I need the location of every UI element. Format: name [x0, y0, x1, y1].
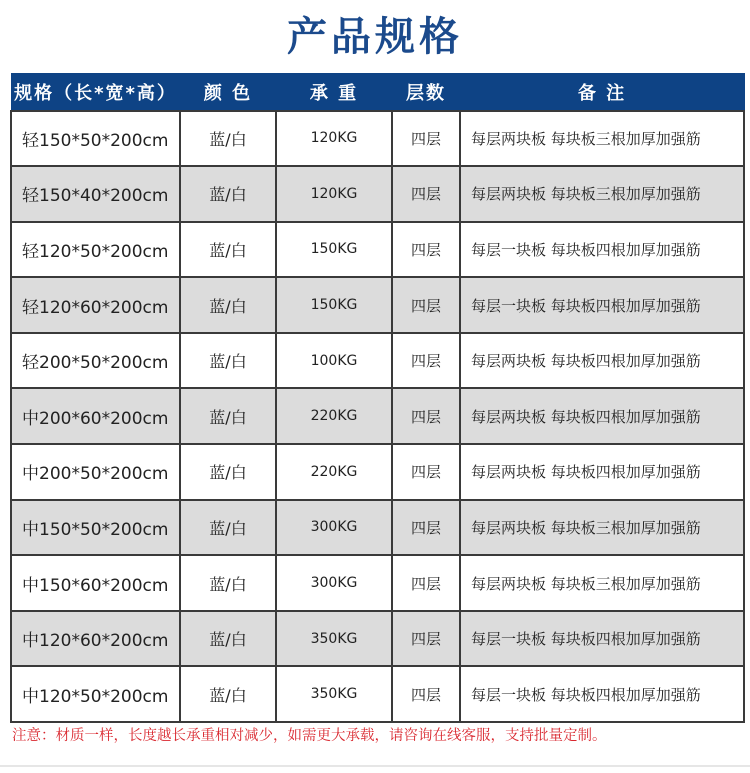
cell-layers: 四层	[392, 166, 460, 222]
cell-load: 150KG	[276, 222, 392, 278]
cell-spec: 轻120*60*200cm	[11, 277, 180, 333]
cell-color: 蓝/白	[180, 444, 276, 500]
table-row	[11, 500, 744, 556]
cell-load: 300KG	[276, 500, 392, 556]
cell-color: 蓝/白	[180, 555, 276, 611]
cell-load: 300KG	[276, 555, 392, 611]
cell-layers: 四层	[392, 444, 460, 500]
cell-color: 蓝/白	[180, 388, 276, 444]
table-body	[11, 111, 744, 723]
cell-color: 蓝/白	[180, 277, 276, 333]
cell-note: 每层两块板 每块板三根加厚加强筋	[460, 166, 744, 222]
cell-note: 每层两块板 每块板四根加厚加强筋	[460, 333, 744, 389]
cell-load: 150KG	[276, 277, 392, 333]
cell-color: 蓝/白	[180, 166, 276, 222]
table-row	[11, 222, 744, 278]
cell-load: 220KG	[276, 444, 392, 500]
cell-note: 每层两块板 每块板三根加厚加强筋	[460, 555, 744, 611]
cell-color: 蓝/白	[180, 111, 276, 167]
cell-note: 每层两块板 每块板四根加厚加强筋	[460, 444, 744, 500]
cell-spec: 中120*50*200cm	[11, 666, 180, 722]
header-note: 备 注	[460, 74, 744, 111]
spec-table	[10, 73, 745, 723]
cell-spec: 轻120*50*200cm	[11, 222, 180, 278]
cell-layers: 四层	[392, 611, 460, 667]
cell-layers: 四层	[392, 222, 460, 278]
cell-load: 350KG	[276, 666, 392, 722]
table-row	[11, 555, 744, 611]
page-title: 产品规格	[287, 14, 463, 60]
cell-spec: 中150*50*200cm	[11, 500, 180, 556]
cell-spec: 轻150*50*200cm	[11, 111, 180, 167]
header-color: 颜 色	[180, 74, 276, 111]
table-row	[11, 333, 744, 389]
cell-layers: 四层	[392, 500, 460, 556]
cell-note: 每层一块板 每块板四根加厚加强筋	[460, 666, 744, 722]
cell-note: 每层一块板 每块板四根加厚加强筋	[460, 611, 744, 667]
cell-layers: 四层	[392, 666, 460, 722]
table-row	[11, 277, 744, 333]
header-layers: 层数	[392, 74, 460, 111]
cell-note: 每层两块板 每块板三根加厚加强筋	[460, 500, 744, 556]
cell-color: 蓝/白	[180, 333, 276, 389]
cell-spec: 中200*50*200cm	[11, 444, 180, 500]
cell-color: 蓝/白	[180, 222, 276, 278]
cell-layers: 四层	[392, 277, 460, 333]
cell-spec: 中200*60*200cm	[11, 388, 180, 444]
table-row	[11, 388, 744, 444]
table-row	[11, 166, 744, 222]
header-spec: 规格（长*宽*高）	[11, 74, 180, 111]
table-row	[11, 444, 744, 500]
cell-layers: 四层	[392, 111, 460, 167]
cell-layers: 四层	[392, 555, 460, 611]
cell-load: 220KG	[276, 388, 392, 444]
cell-note: 每层两块板 每块板四根加厚加强筋	[460, 388, 744, 444]
table-row	[11, 111, 744, 167]
cell-note: 每层一块板 每块板四根加厚加强筋	[460, 277, 744, 333]
cell-load: 350KG	[276, 611, 392, 667]
cell-spec: 轻200*50*200cm	[11, 333, 180, 389]
table-row	[11, 666, 744, 722]
table-row	[11, 611, 744, 667]
table-header-row	[11, 74, 744, 111]
cell-spec: 中150*60*200cm	[11, 555, 180, 611]
divider	[0, 765, 750, 767]
cell-load: 120KG	[276, 111, 392, 167]
cell-note: 每层一块板 每块板四根加厚加强筋	[460, 222, 744, 278]
header-load: 承 重	[276, 74, 392, 111]
cell-layers: 四层	[392, 333, 460, 389]
footnote: 注意：材质一样，长度越长承重相对减少，如需更大承载，请咨询在线客服，支持批量定制。	[12, 728, 607, 744]
cell-layers: 四层	[392, 388, 460, 444]
cell-color: 蓝/白	[180, 500, 276, 556]
cell-spec: 中120*60*200cm	[11, 611, 180, 667]
cell-load: 120KG	[276, 166, 392, 222]
cell-spec: 轻150*40*200cm	[11, 166, 180, 222]
cell-color: 蓝/白	[180, 611, 276, 667]
cell-note: 每层两块板 每块板三根加厚加强筋	[460, 111, 744, 167]
cell-load: 100KG	[276, 333, 392, 389]
cell-color: 蓝/白	[180, 666, 276, 722]
